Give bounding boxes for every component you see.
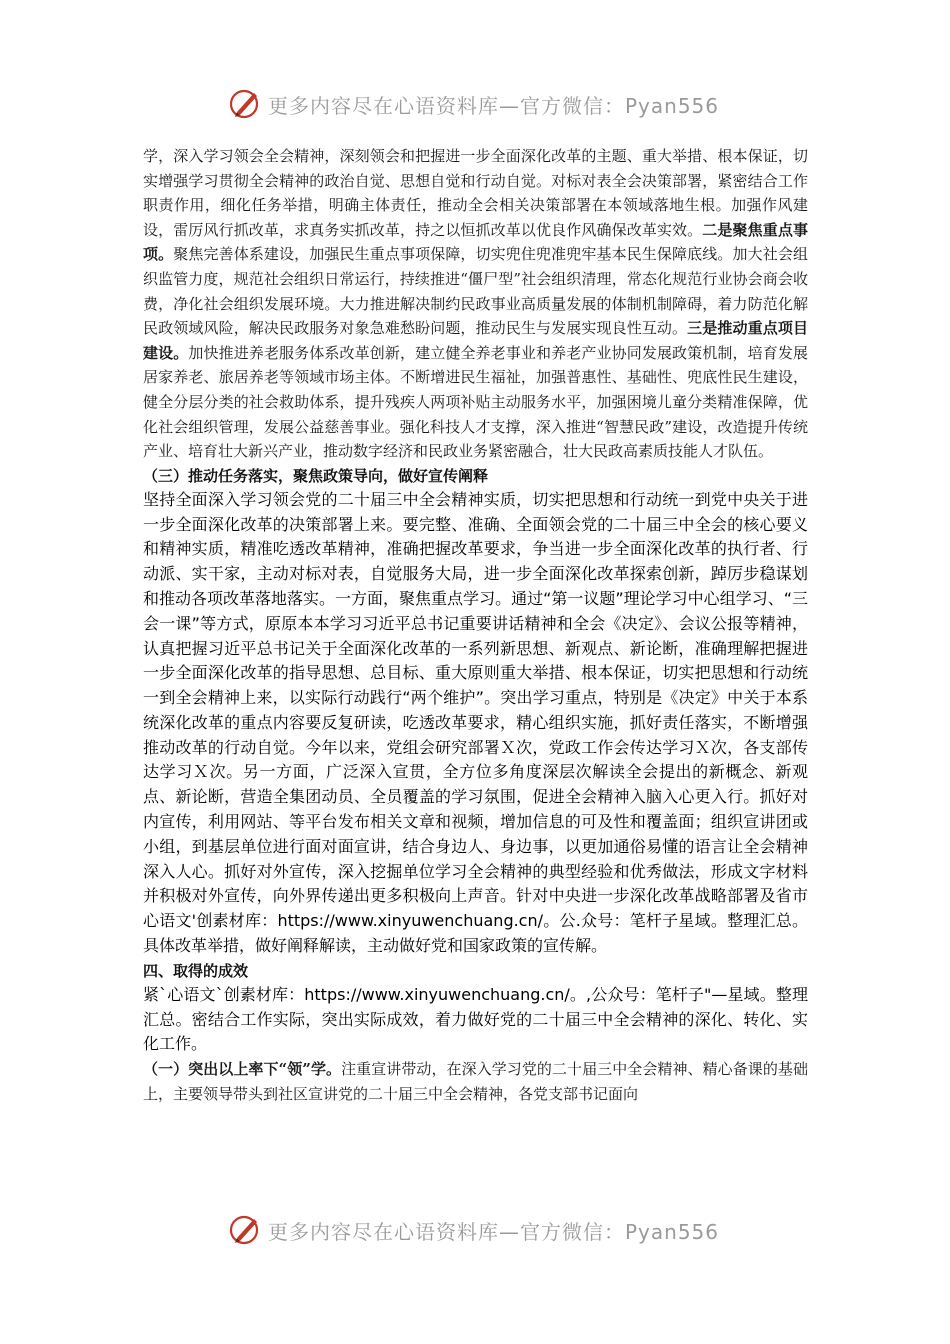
watermark-banner-bottom	[228, 1210, 728, 1250]
watermark-text: 更多内容尽在心语资料库—官方微信：Pyan556	[268, 1219, 720, 1244]
paragraph-text: 注重宣讲带动，在深入学习党的二十届三中全会精神、精心备课的基础上，主要领导带头到社区宣讲党的二十届三中全会精神，各党支部书记面向	[143, 1060, 808, 1103]
section-heading-achievements: 四、取得的成效	[143, 961, 249, 980]
bold-lead-three: 三是推动重点项目建设。	[143, 319, 808, 362]
paragraph-achievements-intro: 紧`心语文`创素材库：https://www.xinyuwenchuang.cn/。,公众号：笔杆子"—星域。整理汇总。密结合工作实际，突出实际成效，着力做好党的二十届三中全会精神的深化、转化、实化工作。	[143, 984, 808, 1054]
paragraph-text: 学，深入学习领会全会精神，深刻领会和把握进一步全面深化改革的主题、重大举措、根本保证，切实增强学习贯彻全会精神的政治自觉、思想自觉和行动自觉。对标对表全会决策部署，紧密结合工作职责作用，细化任务举措，明确主体责任，推动全会相关决策部署在本领域落地生根。加强作风建设，雷厉风行抓改革，求真务实抓改革，持之以恒抓改革以优良作风确保改革实效。	[143, 147, 808, 239]
paragraph-publicity: 坚持全面深入学习领会党的二十届三中全会精神实质，切实把思想和行动统一到党中央关于进一步全面深化改革的决策部署上来。要完整、准确、全面领会党的二十届三中全会的核心要义和精神实质，精准吃透改革精神，准确把握改革要求，争当进一步全面深化改革的执行者、行动派、实干家，主动对标对表，自觉服务大局，进一步全面深化改革探索创新，踔厉步稳谋划和推动各项改革落地落实。一方面，聚焦重点学习。通过“第一议题”理论学习中心组学习、“三会一课”等方式，原原本本学习习近平总书记重要讲话精神和全会《决定》、会议公报等精神，认真把握习近平总书记关于全面深化改革的一系列新思想、新观点、新论断，准确理解把握进一步全面深化改革的指导思想、总目标、重大原则重大举措、根本保证，切实把思想和行动统一到全会精神上来，以实际行动践行“两个维护”。突出学习重点，特别是《决定》中关于本系统深化改革的重点内容要反复研读，吃透改革要求，精心组织实施，抓好责任落实，不断增强推动改革的行动自觉。今年以来，党组会研究部署Ｘ次，党政工作会传达学习Ｘ次，各支部传达学习Ｘ次。另一方面，广泛深入宣贯，全方位多角度深层次解读全会提出的新概念、新观点、新论断，营造全集团动员、全员覆盖的学习氛围，促进全会精神入脑入心更入行。抓好对内宣传，利用网站、等平台发布相关文章和视频，增加信息的可及性和覆盖面；组织宣讲团或小组，到基层单位进行面对面宣讲，结合身边人、身边事，以更加通俗易懂的语言让全会精神深入人心。抓好对外宣传，深入挖掘单位学习全会精神的典型经验和优秀做法，形成文字材料并积极对外宣传，向外界传递出更多积极向上声音。针对中央进一步深化改革战略部署及省市心语文'创素材库：https://www.xinyuwenchuang.cn/。公.众号：笔杆子星域。整理汇总。具体改革举措，做好阐释解读，主动做好党和国家政策的宣传解。	[143, 489, 808, 956]
paragraph-text: 聚焦完善体系建设，加强民生重点事项保障，切实兜住兜准兜牢基本民生保障底线。加大社会组织监管力度，规范社会组织日常运行，持续推进“僵尸型”社会组织清理，常态化规范行业协会商会收费，净化社会组织发展环境。大力推进解决制约民政事业高质量发展的体制机制障碍，着力防范化解民政领域风险，解决民政服务对象急难愁盼问题，推动民生与发展实现良性互动。	[143, 245, 808, 338]
paragraph-reform-measures	[143, 144, 808, 464]
bold-lead-one: （一）突出以上率下“领”学。	[143, 1060, 342, 1079]
watermark-banner-top	[228, 84, 728, 124]
paragraph-text: 加快推进养老服务体系改革创新，建立健全养老事业和养老产业协同发展政策机制，培育发展居家养老、旅居养老等领域市场主体。不断增进民生福祉，加强普惠性、基础性、兜底性民生建设，健全分层分类的社会救助体系，提升残疾人两项补贴主动服务水平，加强困境儿童分类精准保障，优化社会组织管理，发展公益慈善事业。强化科技人才支撑，深入推进“智慧民政”建设，改造提升传统产业、培育壮大新兴产业，推动数字经济和民政业务紧密融合，壮大民政高素质技能人才队伍。	[143, 343, 808, 461]
pen-icon	[228, 1212, 264, 1248]
pen-icon	[228, 86, 264, 122]
document-body	[143, 144, 808, 1106]
watermark-text: 更多内容尽在心语资料库—官方微信：Pyan556	[268, 93, 720, 118]
bold-lead-two: 二是聚焦重点事项。	[143, 220, 808, 264]
paragraph-lead-study	[143, 1057, 808, 1106]
section-heading-three: （三）推动任务落实，聚焦政策导向，做好宣传阐释	[143, 466, 489, 485]
